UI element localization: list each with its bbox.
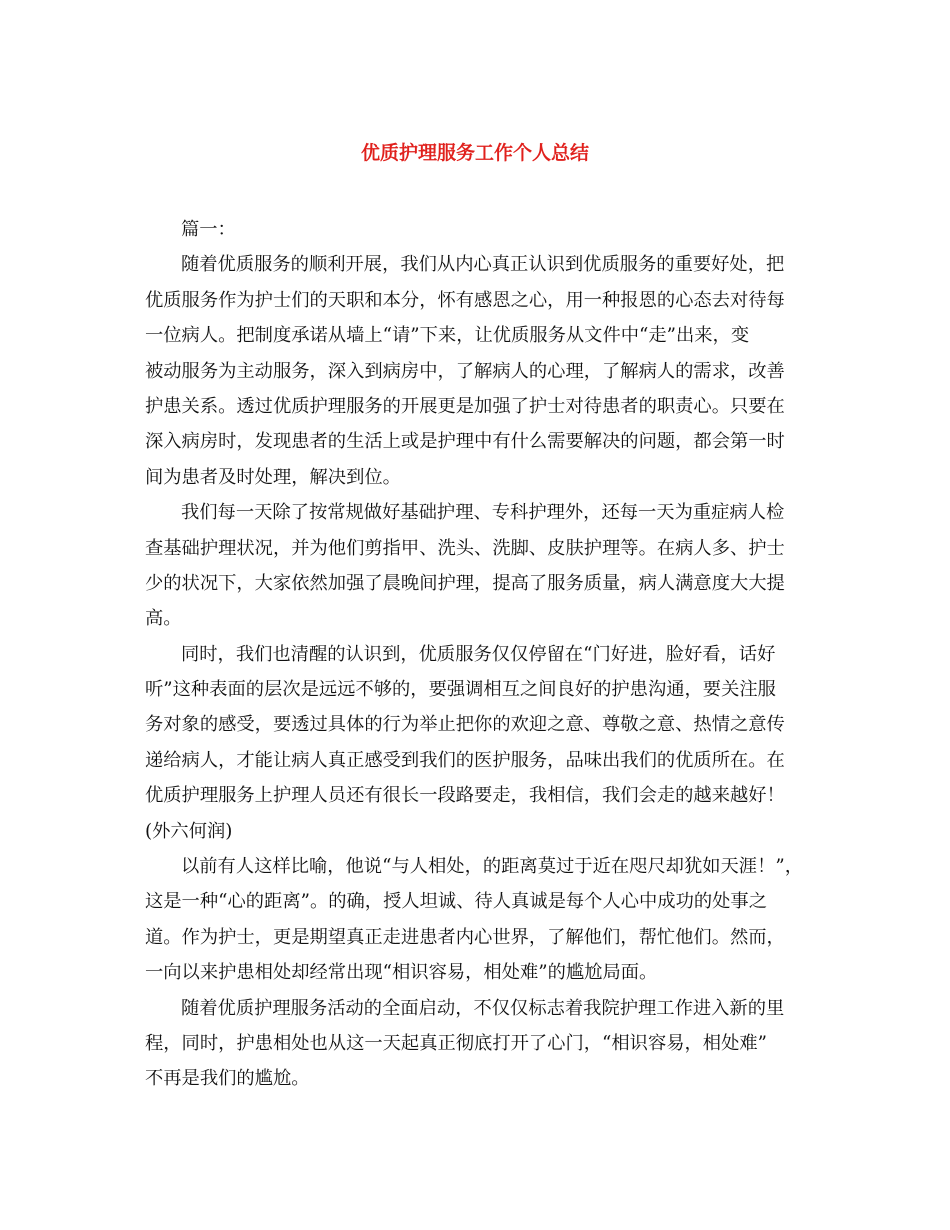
paragraph-line: 道。作为护士，更是期望真正走进患者内心世界，了解他们，帮忙他们。然而， bbox=[145, 926, 785, 948]
paragraph-first-line: 我们每一天除了按常规做好基础护理、专科护理外，还每一天为重症病人检 bbox=[181, 502, 785, 524]
paragraph-line: 间为患者及时处理，解决到位。 bbox=[145, 466, 401, 488]
paragraph-first-line: 篇一： bbox=[181, 219, 236, 240]
paragraph-first-line: 同时，我们也清醒的认识到，优质服务仅仅停留在“门好进，脸好看，话好 bbox=[181, 643, 776, 665]
document-body bbox=[145, 212, 815, 1097]
paragraph-line: 听”这种表面的层次是远远不够的，要强调相互之间良好的护患沟通，要关注服 bbox=[145, 679, 776, 701]
paragraph-line: 深入病房时，发现患者的生活上或是护理中有什么需要解决的问题，都会第一时 bbox=[145, 431, 785, 453]
paragraph-line: 务对象的感受，要透过具体的行为举止把你的欢迎之意、尊敬之意、热情之意传 bbox=[145, 714, 785, 736]
paragraph-line: 优质护理服务上护理人员还有很长一段路要走，我相信，我们会走的越来越好！ bbox=[145, 785, 785, 807]
paragraph-line: 被动服务为主动服务，深入到病房中，了解病人的心理，了解病人的需求，改善 bbox=[145, 360, 785, 382]
paragraph-line: 程，同时，护患相处也从这一天起真正彻底打开了心门，“相识容易，相处难” bbox=[145, 1032, 767, 1054]
paragraph-line: 护患关系。透过优质护理服务的开展更是加强了护士对待患者的职责心。只要在 bbox=[145, 395, 785, 417]
paragraph-first-line: 随着优质护理服务活动的全面启动，不仅仅标志着我院护理工作进入新的里 bbox=[181, 997, 785, 1019]
paragraph-first-line: 随着优质服务的顺利开展，我们从内心真正认识到优质服务的重要好处，把 bbox=[181, 254, 785, 276]
paragraph-line: 这是一种“心的距离”。的确，授人坦诚、待人真诚是每个人心中成功的处事之 bbox=[145, 891, 767, 913]
paragraph-line: 一向以来护患相处却经常出现“相识容易，相处难”的尴尬局面。 bbox=[145, 962, 658, 984]
document-title: 优质护理服务工作个人总结 bbox=[360, 142, 589, 164]
paragraph-line: 查基础护理状况，并为他们剪指甲、洗头、洗脚、皮肤护理等。在病人多、护士 bbox=[145, 537, 785, 559]
paragraph-line: 不再是我们的尴尬。 bbox=[145, 1068, 310, 1090]
paragraph-line: (外六何润) bbox=[145, 820, 233, 842]
paragraph-line: 一位病人。把制度承诺从墙上“请”下来，让优质服务从文件中“走”出来，变 bbox=[145, 325, 750, 347]
paragraph-line: 优质服务作为护士们的天职和本分，怀有感恩之心，用一种报恩的心态去对待每 bbox=[145, 289, 785, 311]
paragraph-first-line: 以前有人这样比喻，他说“与人相处，的距离莫过于近在咫尺却犹如天涯！”， bbox=[181, 856, 803, 878]
paragraph-line: 递给病人，才能让病人真正感受到我们的医护服务，品味出我们的优质所在。在 bbox=[145, 749, 785, 771]
paragraph-line: 高。 bbox=[145, 608, 182, 630]
paragraph-line: 少的状况下，大家依然加强了晨晚间护理，提高了服务质量，病人满意度大大提 bbox=[145, 572, 785, 594]
